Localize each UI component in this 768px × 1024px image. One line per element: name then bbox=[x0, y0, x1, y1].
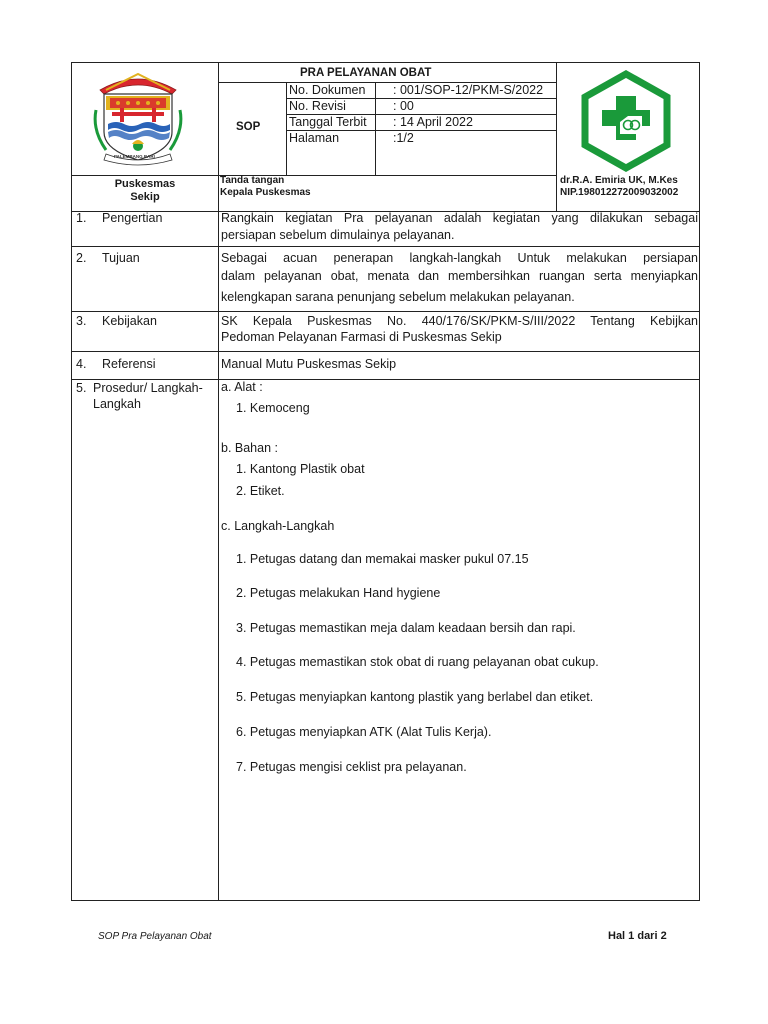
city-emblem-logo bbox=[92, 70, 184, 168]
section-line-2 bbox=[71, 311, 700, 312]
alat-item-1: 1. Kemoceng bbox=[236, 401, 310, 415]
kebijakan-line-2: Pedoman Pelayanan Farmasi di Puskesmas Sekip bbox=[221, 330, 502, 344]
org-name-line2: Sekip bbox=[130, 190, 160, 203]
footer-document-name: SOP Pra Pelayanan Obat bbox=[98, 931, 212, 942]
section-3-title: Kebijakan bbox=[102, 314, 157, 328]
doc-number-label: No. Dokumen bbox=[289, 83, 366, 97]
divider-right-logo bbox=[556, 62, 557, 212]
revision-label: No. Revisi bbox=[289, 99, 346, 113]
alat-heading: a. Alat : bbox=[221, 380, 263, 394]
kebijakan-line-1: SK Kepala Puskesmas No. 440/176/SK/PKM-S/III/2022 Tentang Kebijkan bbox=[221, 314, 698, 328]
org-name-line1: Puskesmas bbox=[114, 178, 176, 190]
revision-value: : 00 bbox=[393, 99, 414, 113]
section-2-number: 2. bbox=[76, 251, 87, 265]
section-5-number: 5. bbox=[76, 381, 87, 395]
referensi-text: Manual Mutu Puskesmas Sekip bbox=[221, 357, 397, 371]
section-4-number: 4. bbox=[76, 357, 87, 371]
page-value: :1/2 bbox=[393, 131, 414, 145]
head-nip: NIP.198012272009032002 bbox=[560, 187, 679, 198]
step-4: 4. Petugas memastikan stok obat di ruang pelayanan obat cukup. bbox=[236, 655, 599, 669]
langkah-heading: c. Langkah-Langkah bbox=[221, 519, 335, 533]
doc-number-value: : 001/SOP-12/PKM-S/2022 bbox=[393, 83, 544, 97]
org-name bbox=[72, 178, 218, 203]
tujuan-line-1: Sebagai acuan penerapan langkah-langkah Untuk melakukan persiapan bbox=[221, 251, 698, 265]
frame-top bbox=[71, 62, 700, 63]
document-title: PRA PELAYANAN OBAT bbox=[300, 67, 432, 79]
head-name: dr.R.A. Emiria UK, M.Kes bbox=[560, 175, 678, 186]
section-4-title: Referensi bbox=[102, 357, 156, 371]
tujuan-line-2: dalam pelayanan obat, menata dan membersihkan ruangan serta menyiapkan bbox=[221, 269, 698, 283]
step-6: 6. Petugas menyiapkan ATK (Alat Tulis Kerja). bbox=[236, 725, 492, 739]
divider-value bbox=[375, 82, 376, 175]
section-line-4 bbox=[71, 379, 700, 380]
issue-date-label: Tanggal Terbit bbox=[289, 115, 367, 129]
puskesmas-logo bbox=[580, 70, 672, 172]
step-1: 1. Petugas datang dan memakai masker pukul 07.15 bbox=[236, 552, 529, 566]
bahan-item-1: 1. Kantong Plastik obat bbox=[236, 462, 365, 476]
section-1-number: 1. bbox=[76, 211, 87, 225]
emblem-banner-text: PALEMBANG BARI bbox=[114, 154, 155, 159]
signature-role: Kepala Puskesmas bbox=[220, 187, 311, 198]
section-3-number: 3. bbox=[76, 314, 87, 328]
section-1-title: Pengertian bbox=[102, 211, 163, 225]
section-line-3 bbox=[71, 351, 700, 352]
pengertian-line-1: Rangkain kegiatan Pra pelayanan adalah kegiatan yang dilakukan sebagai bbox=[221, 211, 698, 225]
pengertian-line-2: persiapan sebelum dimulainya pelayanan. bbox=[221, 228, 455, 242]
bahan-heading: b. Bahan : bbox=[221, 441, 278, 455]
section-5-title-line1: Prosedur/ Langkah- bbox=[93, 381, 203, 395]
footer-page-number: Hal 1 dari 2 bbox=[608, 930, 667, 942]
signature-label: Tanda tangan bbox=[220, 175, 285, 186]
page-label: Halaman bbox=[289, 131, 340, 145]
section-5-title-line2: Langkah bbox=[93, 397, 141, 411]
step-5: 5. Petugas menyiapkan kantong plastik yang berlabel dan etiket. bbox=[236, 690, 594, 704]
step-2: 2. Petugas melakukan Hand hygiene bbox=[236, 586, 441, 600]
divider-sop bbox=[286, 82, 287, 175]
section-2-title: Tujuan bbox=[102, 251, 140, 265]
sop-label: SOP bbox=[236, 121, 261, 133]
issue-date-value: : 14 April 2022 bbox=[393, 115, 473, 129]
step-3: 3. Petugas memastikan meja dalam keadaan bersih dan rapi. bbox=[236, 621, 576, 635]
step-7: 7. Petugas mengisi ceklist pra pelayanan. bbox=[236, 760, 467, 774]
header-bottom bbox=[71, 175, 556, 176]
tujuan-line-3: kelengkapan sarana penunjang sebelum melakukan pelayanan. bbox=[221, 290, 575, 304]
frame-right bbox=[699, 62, 700, 901]
divider-logo bbox=[218, 62, 219, 901]
bahan-item-2: 2. Etiket. bbox=[236, 484, 285, 498]
frame-bottom bbox=[71, 900, 700, 901]
section-line-1 bbox=[71, 246, 700, 247]
